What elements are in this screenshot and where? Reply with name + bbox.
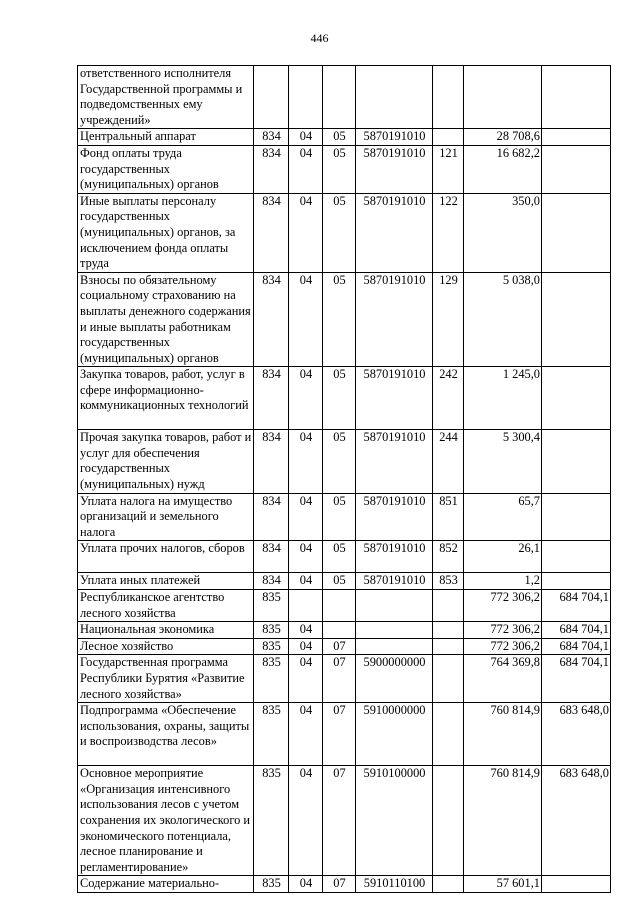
cell-amount-2 — [542, 541, 611, 573]
cell-amount-2: 683 648,0 — [542, 703, 611, 766]
row-name: Лесное хозяйство — [78, 638, 254, 655]
cell-target-article: 5870191010 — [356, 367, 433, 430]
row-name: Основное мероприятие «Организация интенсивного использования лесов с учетом сохранения их экологического и экономического потенциала, лесное планирование и регламентирование» — [78, 766, 254, 876]
cell-subsection-code: 07 — [323, 655, 356, 703]
cell-section-code: 04 — [289, 622, 323, 639]
cell-section-code: 04 — [289, 703, 323, 766]
row-name: Уплата иных платежей — [78, 573, 254, 590]
cell-section-code: 04 — [289, 638, 323, 655]
cell-section-code: 04 — [289, 430, 323, 493]
cell-subsection-code — [323, 66, 356, 129]
cell-section-code — [289, 66, 323, 129]
cell-subsection-code: 07 — [323, 703, 356, 766]
cell-subsection-code: 05 — [323, 493, 356, 541]
cell-section-code: 04 — [289, 493, 323, 541]
cell-ministry-code: 834 — [254, 493, 289, 541]
budget-table-body — [78, 66, 611, 893]
cell-subsection-code: 05 — [323, 193, 356, 272]
cell-amount-1: 26,1 — [464, 541, 542, 573]
cell-section-code: 04 — [289, 573, 323, 590]
cell-ministry-code: 834 — [254, 272, 289, 367]
cell-expense-type: 121 — [433, 145, 464, 193]
table-row — [78, 493, 611, 541]
cell-amount-2 — [542, 66, 611, 129]
row-name: Содержание материально- — [78, 876, 254, 893]
cell-subsection-code — [323, 590, 356, 622]
cell-ministry-code — [254, 66, 289, 129]
cell-amount-1: 764 369,8 — [464, 655, 542, 703]
table-row — [78, 573, 611, 590]
cell-subsection-code: 05 — [323, 430, 356, 493]
row-name: Республиканское агентство лесного хозяйства — [78, 590, 254, 622]
cell-subsection-code: 05 — [323, 573, 356, 590]
cell-amount-1: 5 038,0 — [464, 272, 542, 367]
cell-target-article: 5870191010 — [356, 493, 433, 541]
row-name: Национальная экономика — [78, 622, 254, 639]
cell-expense-type — [433, 66, 464, 129]
cell-amount-1: 760 814,9 — [464, 703, 542, 766]
cell-target-article: 5910000000 — [356, 703, 433, 766]
cell-target-article: 5870191010 — [356, 145, 433, 193]
cell-ministry-code: 834 — [254, 193, 289, 272]
cell-amount-1: 772 306,2 — [464, 622, 542, 639]
cell-ministry-code: 835 — [254, 655, 289, 703]
cell-amount-2: 684 704,1 — [542, 622, 611, 639]
cell-subsection-code — [323, 622, 356, 639]
table-row — [78, 622, 611, 639]
row-name: ответственного исполнителя Государственной программы и подведомственных ему учреждений» — [78, 66, 254, 129]
cell-expense-type — [433, 655, 464, 703]
table-row — [78, 145, 611, 193]
table-row — [78, 638, 611, 655]
cell-amount-1: 57 601,1 — [464, 876, 542, 893]
cell-expense-type: 853 — [433, 573, 464, 590]
cell-target-article: 5870191010 — [356, 272, 433, 367]
cell-target-article: 5910110100 — [356, 876, 433, 893]
cell-section-code: 04 — [289, 367, 323, 430]
cell-amount-2 — [542, 129, 611, 146]
table-row — [78, 66, 611, 129]
cell-subsection-code: 07 — [323, 638, 356, 655]
cell-ministry-code: 835 — [254, 590, 289, 622]
cell-amount-2 — [542, 430, 611, 493]
table-row — [78, 129, 611, 146]
table-row — [78, 655, 611, 703]
cell-expense-type — [433, 590, 464, 622]
cell-subsection-code: 05 — [323, 129, 356, 146]
cell-ministry-code: 835 — [254, 703, 289, 766]
cell-subsection-code: 07 — [323, 876, 356, 893]
cell-ministry-code: 835 — [254, 622, 289, 639]
cell-expense-type: 851 — [433, 493, 464, 541]
cell-section-code: 04 — [289, 655, 323, 703]
cell-amount-1 — [464, 66, 542, 129]
cell-expense-type — [433, 622, 464, 639]
cell-subsection-code: 05 — [323, 541, 356, 573]
cell-section-code — [289, 590, 323, 622]
cell-expense-type — [433, 638, 464, 655]
cell-amount-2 — [542, 876, 611, 893]
cell-amount-2: 684 704,1 — [542, 590, 611, 622]
cell-ministry-code: 834 — [254, 145, 289, 193]
cell-expense-type: 129 — [433, 272, 464, 367]
cell-amount-2: 684 704,1 — [542, 655, 611, 703]
row-name: Уплата прочих налогов, сборов — [78, 541, 254, 573]
cell-ministry-code: 835 — [254, 638, 289, 655]
page-number: 446 — [310, 31, 329, 45]
cell-ministry-code: 834 — [254, 541, 289, 573]
row-name: Центральный аппарат — [78, 129, 254, 146]
cell-amount-1: 65,7 — [464, 493, 542, 541]
cell-section-code: 04 — [289, 272, 323, 367]
table-row — [78, 193, 611, 272]
cell-amount-2: 684 704,1 — [542, 638, 611, 655]
cell-target-article — [356, 622, 433, 639]
cell-target-article: 5870191010 — [356, 129, 433, 146]
table-row — [78, 430, 611, 493]
cell-amount-1: 16 682,2 — [464, 145, 542, 193]
cell-target-article — [356, 66, 433, 129]
cell-subsection-code: 07 — [323, 766, 356, 876]
cell-ministry-code: 835 — [254, 766, 289, 876]
cell-amount-2 — [542, 272, 611, 367]
row-name: Закупка товаров, работ, услуг в сфере информационно-коммуникационных технологий — [78, 367, 254, 430]
cell-expense-type — [433, 129, 464, 146]
cell-target-article: 5870191010 — [356, 430, 433, 493]
cell-target-article: 5870191010 — [356, 541, 433, 573]
cell-ministry-code: 834 — [254, 367, 289, 430]
cell-amount-2 — [542, 145, 611, 193]
row-name: Прочая закупка товаров, работ и услуг для обеспечения государственных (муниципальных) нужд — [78, 430, 254, 493]
cell-target-article — [356, 638, 433, 655]
cell-amount-2 — [542, 493, 611, 541]
cell-amount-1: 772 306,2 — [464, 590, 542, 622]
cell-amount-1: 1 245,0 — [464, 367, 542, 430]
row-name: Уплата налога на имущество организаций и земельного налога — [78, 493, 254, 541]
table-row — [78, 541, 611, 573]
cell-section-code: 04 — [289, 766, 323, 876]
cell-subsection-code: 05 — [323, 272, 356, 367]
table-row — [78, 367, 611, 430]
cell-expense-type — [433, 876, 464, 893]
row-name: Иные выплаты персоналу государственных (муниципальных) органов, за исключением фонда оплаты труда — [78, 193, 254, 272]
cell-expense-type: 242 — [433, 367, 464, 430]
cell-amount-2: 683 648,0 — [542, 766, 611, 876]
cell-target-article: 5870191010 — [356, 193, 433, 272]
cell-section-code: 04 — [289, 876, 323, 893]
cell-ministry-code: 834 — [254, 430, 289, 493]
cell-amount-2 — [542, 193, 611, 272]
cell-section-code: 04 — [289, 193, 323, 272]
cell-ministry-code: 835 — [254, 876, 289, 893]
cell-amount-2 — [542, 367, 611, 430]
row-name: Подпрограмма «Обеспечение использования, охраны, защиты и воспроизводства лесов» — [78, 703, 254, 766]
cell-subsection-code: 05 — [323, 367, 356, 430]
cell-amount-1: 760 814,9 — [464, 766, 542, 876]
cell-target-article — [356, 590, 433, 622]
cell-ministry-code: 834 — [254, 573, 289, 590]
cell-target-article: 5910100000 — [356, 766, 433, 876]
cell-section-code: 04 — [289, 541, 323, 573]
cell-amount-1: 772 306,2 — [464, 638, 542, 655]
table-row — [78, 703, 611, 766]
cell-amount-1: 350,0 — [464, 193, 542, 272]
cell-section-code: 04 — [289, 145, 323, 193]
cell-amount-1: 1,2 — [464, 573, 542, 590]
row-name: Государственная программа Республики Бурятия «Развитие лесного хозяйства» — [78, 655, 254, 703]
cell-section-code: 04 — [289, 129, 323, 146]
cell-target-article: 5870191010 — [356, 573, 433, 590]
cell-amount-1: 5 300,4 — [464, 430, 542, 493]
budget-table — [77, 65, 611, 893]
cell-expense-type — [433, 703, 464, 766]
cell-ministry-code: 834 — [254, 129, 289, 146]
row-name: Фонд оплаты труда государственных (муниципальных) органов — [78, 145, 254, 193]
table-row — [78, 272, 611, 367]
cell-expense-type — [433, 766, 464, 876]
row-name: Взносы по обязательному социальному страхованию на выплаты денежного содержания и иные выплаты работникам государственных (муниципальных) органов — [78, 272, 254, 367]
cell-subsection-code: 05 — [323, 145, 356, 193]
cell-expense-type: 122 — [433, 193, 464, 272]
cell-target-article: 5900000000 — [356, 655, 433, 703]
table-row — [78, 590, 611, 622]
cell-amount-2 — [542, 573, 611, 590]
cell-amount-1: 28 708,6 — [464, 129, 542, 146]
table-row — [78, 766, 611, 876]
table-row — [78, 876, 611, 893]
cell-expense-type: 852 — [433, 541, 464, 573]
cell-expense-type: 244 — [433, 430, 464, 493]
